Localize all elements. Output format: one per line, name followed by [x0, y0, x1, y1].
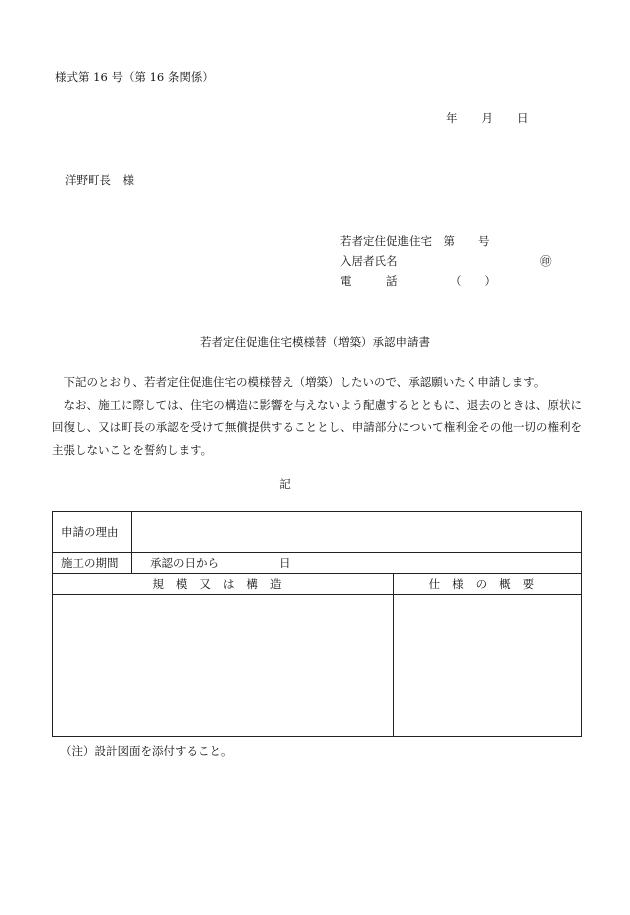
- form-number: 様式第 16 号（第 16 条関係）: [55, 70, 214, 84]
- scale-structure-field[interactable]: [53, 595, 394, 737]
- resident-name-row: [340, 251, 552, 271]
- ki-heading: 記: [279, 477, 291, 491]
- phone-area-code: （ ）: [450, 274, 496, 288]
- date-day: 日: [517, 111, 529, 125]
- phone-row: [340, 271, 496, 291]
- document-title: 若者定住促進住宅模様替（増築）承認申請書: [200, 335, 430, 349]
- date-line: [446, 110, 529, 126]
- applicant-block: [340, 231, 552, 291]
- phone-label: 電 話: [340, 274, 398, 288]
- reason-field[interactable]: [132, 512, 582, 553]
- date-month: 月: [481, 111, 493, 125]
- body-text: [52, 371, 582, 461]
- seal-mark: ㊞: [540, 254, 552, 268]
- period-field[interactable]: [132, 553, 582, 574]
- body-paragraph-2: なお、施工に際しては、住宅の構造に影響を与えないよう配慮するとともに、退去のときは、原状に回復し、又は町長の承認を受けて無償提供することとし、申請部分について権利金その他一切の権利を主張しないことを誓約します。: [52, 397, 582, 457]
- date-year: 年: [446, 111, 458, 125]
- housing-label: 若者定住促進住宅 第 号: [340, 234, 490, 248]
- resident-name-label: 入居者氏名: [340, 254, 398, 268]
- addressee: 洋野町長 様: [65, 173, 134, 187]
- period-start-text: 承認の日から: [150, 556, 219, 570]
- application-table: [52, 511, 582, 737]
- spec-summary-field[interactable]: [393, 595, 581, 737]
- period-day-text: 日: [279, 556, 291, 570]
- scale-structure-header: 規模又は構造: [53, 574, 394, 595]
- period-label: 施工の期間: [53, 553, 132, 574]
- spec-summary-header: 仕様の概要: [393, 574, 581, 595]
- housing-number-row: [340, 231, 490, 251]
- note: （注）設計図面を添付すること。: [60, 744, 233, 758]
- reason-label: 申請の理由: [53, 512, 132, 553]
- body-paragraph-1: 下記のとおり、若者定住促進住宅の模様替え（増築）したいので、承認願いたく申請します。: [63, 375, 546, 389]
